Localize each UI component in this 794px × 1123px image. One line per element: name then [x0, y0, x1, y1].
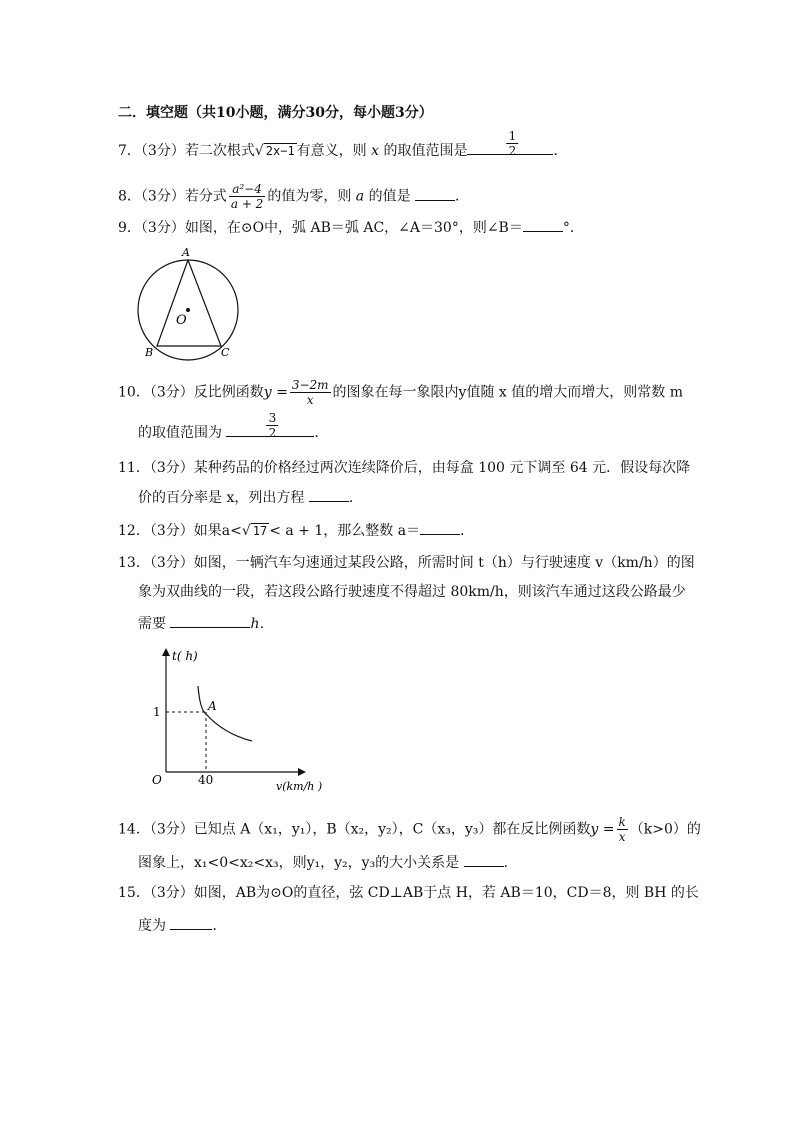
- question-12: [118, 520, 474, 541]
- question-14: [118, 815, 701, 844]
- q9-label-a: A: [182, 246, 190, 259]
- q14-frac-den: x: [618, 830, 626, 844]
- q7-text-mid: 有意义，则: [296, 143, 367, 159]
- q7-text-post: 的取值范围是: [383, 143, 468, 159]
- q7-var: x: [371, 143, 380, 159]
- q13-y-arrow: [162, 648, 170, 656]
- question-13: [118, 553, 695, 573]
- q14-line2: 图象上，x₁<0<x₂<x₃，则y₁，y₂，y₃的大小关系是: [138, 855, 460, 871]
- q11-line1: 某种药品的价格经过两次连续降价后，由每盒 100 元下调至 64 元．假设每次降: [193, 460, 691, 476]
- question-9: [118, 217, 584, 238]
- q14-text-post: （k>0）的: [629, 821, 701, 838]
- q7-sqrt: √ 2x−1: [254, 143, 295, 159]
- q10-line2: 的取值范围为: [138, 425, 222, 441]
- q13-score: （3分）: [149, 555, 194, 571]
- q14-frac-num: k: [618, 815, 626, 829]
- question-8: [118, 182, 469, 211]
- q10-fraction: [290, 378, 331, 407]
- section-title: 二．填空题（共10小题，满分30分，每小题3分）: [118, 105, 433, 121]
- q8-number: 8．: [118, 188, 141, 205]
- q7-radicand: 2x−1: [265, 144, 295, 158]
- q12-sqrt: √ 17: [241, 523, 268, 539]
- q14-score: （3分）: [149, 821, 194, 838]
- q8-frac-num: a²−4: [229, 182, 265, 197]
- q7-answer-num: 1: [508, 129, 517, 143]
- question-14-line2: [138, 852, 518, 873]
- q7-answer-frac: [507, 129, 519, 158]
- question-7: [118, 129, 568, 161]
- q13-origin: O: [152, 773, 162, 787]
- q13-unit: h．: [250, 616, 274, 632]
- question-11-line2: [138, 487, 363, 508]
- q13-tick-y: 1: [153, 705, 161, 719]
- question-10: [118, 378, 683, 407]
- q14-text-pre: 已知点 A（x₁，y₁），B（x₂，y₂），C（x₃，y₃）都在反比例函数: [193, 821, 591, 838]
- question-11: [118, 458, 690, 478]
- q15-end: ．: [212, 918, 227, 934]
- q9-label-o: O: [176, 313, 187, 328]
- question-15: [118, 883, 699, 903]
- q13-answer-blank: [170, 613, 250, 628]
- q14-y: y =: [590, 821, 615, 838]
- q12-radicand: 17: [252, 524, 268, 538]
- q8-text-pre: 若分式: [184, 188, 227, 205]
- q7-end: ．: [553, 143, 568, 159]
- q11-line2: 价的百分率是 x，列出方程: [138, 490, 305, 506]
- q13-line3: 需要: [138, 616, 166, 632]
- q9-number: 9．: [118, 220, 141, 236]
- q9-label-b: B: [145, 346, 154, 359]
- q8-fraction: [229, 182, 265, 211]
- q10-answer-den: 2: [268, 426, 277, 440]
- q12-number: 12．: [118, 523, 150, 539]
- q7-answer-den: 2: [508, 144, 517, 158]
- q14-answer-blank: [464, 852, 504, 867]
- q10-answer-num: 3: [268, 411, 277, 425]
- q10-answer-frac: [267, 411, 279, 440]
- q13-x-arrow: [298, 768, 306, 776]
- question-13-line3: [138, 613, 273, 634]
- q7-text-pre: 若二次根式: [184, 143, 255, 159]
- q8-text-mid: 的值为零，则: [267, 188, 352, 205]
- q9-text: 如图，在⊙O中，弧 AB＝弧 AC，∠A＝30°，则∠B＝: [184, 220, 523, 236]
- q10-frac-den: x: [306, 393, 314, 407]
- q14-number: 14．: [118, 821, 150, 838]
- q10-text-post: 的图象在每一象限内y值随 x 值的增大而增大，则常数 m: [332, 384, 683, 401]
- q7-answer-blank: [467, 129, 553, 158]
- q13-x-label: v(km/h ): [276, 780, 323, 793]
- q8-text-post: 的值是: [368, 188, 411, 205]
- q8-frac-den: a + 2: [230, 197, 264, 211]
- question-13-line2: [138, 582, 686, 602]
- q9-answer-blank: [523, 217, 563, 232]
- q7-score: （3分）: [140, 143, 185, 159]
- q9-score: （3分）: [140, 220, 185, 236]
- q12-text-post: < a + 1，那么整数 a＝: [269, 523, 421, 539]
- q12-end: ．: [460, 523, 475, 539]
- q9-triangle: [157, 260, 221, 346]
- q10-y: y =: [263, 384, 288, 401]
- question-15-line2: [138, 915, 226, 936]
- q10-answer-blank: [226, 411, 314, 440]
- q9-unit: °．: [562, 220, 584, 236]
- q15-number: 15．: [118, 885, 150, 901]
- q10-score: （3分）: [149, 384, 194, 401]
- q8-end: ．: [455, 188, 470, 205]
- q12-score: （3分）: [149, 523, 194, 539]
- q14-fraction: [617, 815, 628, 844]
- q15-answer-blank: [170, 915, 212, 930]
- q15-line2: 度为: [138, 918, 166, 934]
- q12-text-pre: 如果a<: [193, 523, 242, 539]
- q11-number: 11．: [118, 460, 150, 476]
- q10-end: ．: [314, 425, 329, 441]
- q13-tick-x: 40: [198, 773, 214, 787]
- q15-line1: 如图，AB为⊙O的直径，弦 CD⊥AB于点 H，若 AB＝10，CD＝8，则 BH 的长: [193, 885, 699, 901]
- q14-end: ．: [503, 855, 518, 871]
- question-10-line2: [138, 411, 329, 443]
- q15-score: （3分）: [149, 885, 194, 901]
- q8-score: （3分）: [140, 188, 185, 205]
- q8-var: a: [355, 188, 365, 205]
- q10-number: 10．: [118, 384, 150, 401]
- q10-frac-num: 3−2m: [291, 378, 329, 392]
- q13-graph-figure: [140, 644, 350, 794]
- q9-circle-figure: [130, 246, 250, 364]
- q10-text-pre: 反比例函数: [193, 384, 264, 401]
- q9-label-c: C: [221, 346, 230, 359]
- q11-end: ．: [348, 490, 363, 506]
- q12-answer-blank: [420, 520, 460, 535]
- q11-answer-blank: [309, 487, 349, 502]
- q11-score: （3分）: [149, 460, 194, 476]
- q7-number: 7．: [118, 143, 141, 159]
- q9-center-dot: [186, 308, 190, 312]
- q8-answer-blank: [415, 186, 455, 201]
- q13-number: 13．: [118, 555, 150, 571]
- q13-line1: 如图，一辆汽车匀速通过某段公路，所需时间 t（h）与行驶速度 v（km/h）的图: [193, 555, 695, 571]
- q13-point-a: A: [208, 699, 217, 713]
- q13-y-label: t( h): [172, 649, 198, 663]
- q13-line2: 象为双曲线的一段，若这段公路行驶速度不得超过 80km/h，则该汽车通过这段公路最少: [138, 584, 686, 600]
